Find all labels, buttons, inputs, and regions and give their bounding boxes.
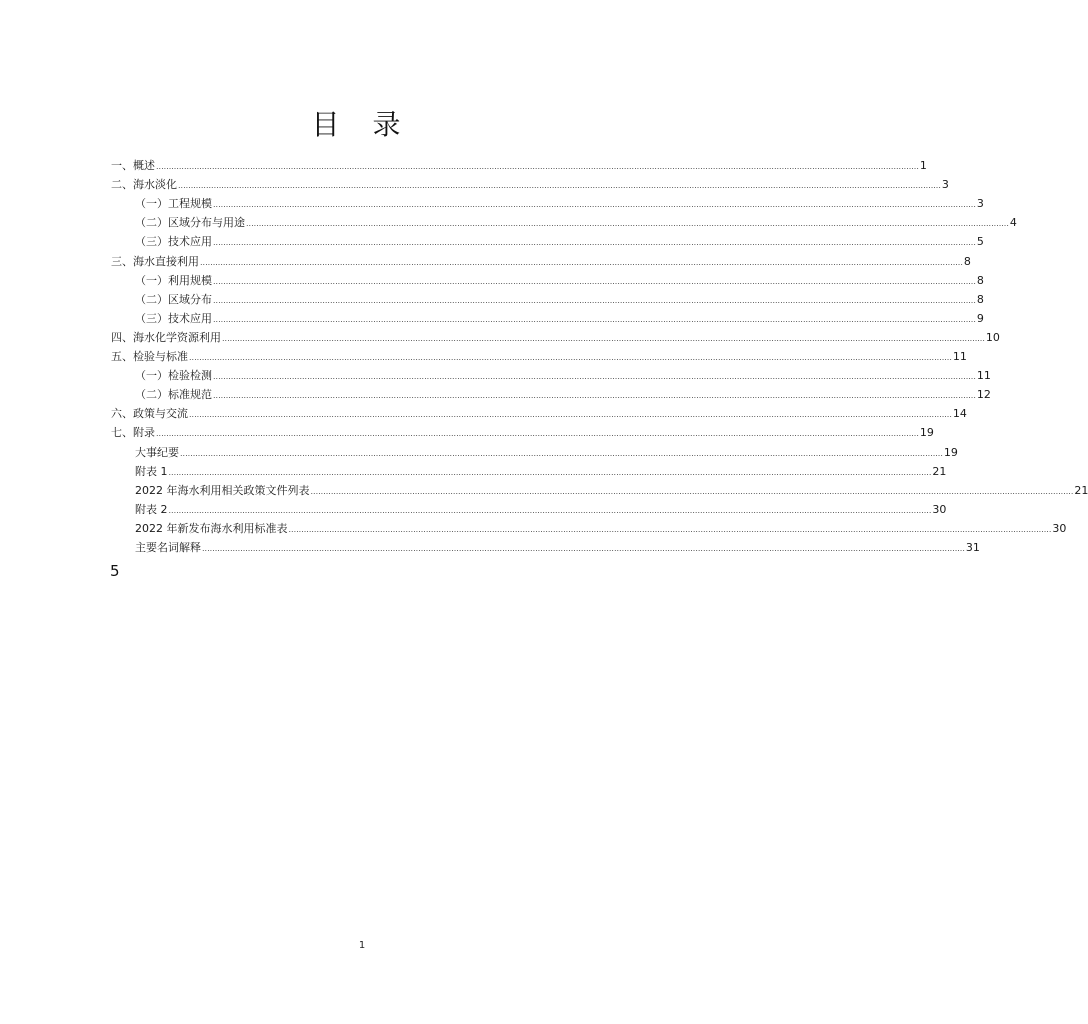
toc-entry-page: 21 <box>1074 483 1088 497</box>
toc-entry[interactable] <box>111 479 1088 498</box>
toc-entry[interactable] <box>111 326 1000 345</box>
toc-entry[interactable] <box>111 421 934 440</box>
stray-number: 5 <box>110 562 120 580</box>
toc-entry[interactable] <box>111 383 991 402</box>
toc-leader-dots: ............................................................................................................................................................................................................................................................................................................ <box>189 410 952 420</box>
toc-entry-label: （三）技术应用 <box>135 235 212 249</box>
toc-entry-page: 11 <box>976 369 991 383</box>
toc-entry-page: 11 <box>952 350 967 364</box>
toc-leader-dots: ............................................................................................................................................................................................................................................................................................................ <box>156 162 919 172</box>
toc-entry-page: 19 <box>943 445 958 459</box>
toc-leader-dots: ............................................................................................................................................................................................................................................................................................................ <box>213 238 976 248</box>
toc-entry[interactable] <box>111 288 984 307</box>
toc-entry-page: 3 <box>976 197 984 211</box>
toc-leader-dots: ............................................................................................................................................................................................................................................................................................................ <box>200 257 963 267</box>
toc-leader-dots: ............................................................................................................................................................................................................................................................................................................ <box>202 543 965 553</box>
toc-entry-label: （一）检验检测 <box>135 369 212 383</box>
toc-entry-page: 30 <box>932 502 947 516</box>
toc-leader-dots: ............................................................................................................................................................................................................................................................................................................ <box>213 314 976 324</box>
toc-entry[interactable] <box>111 402 967 421</box>
toc-entry-label: （三）技术应用 <box>135 311 212 325</box>
toc-entry-label: 五、检验与标准 <box>111 350 188 364</box>
toc-leader-dots: ............................................................................................................................................................................................................................................................................................................ <box>189 353 952 363</box>
toc-entry-page: 8 <box>976 273 984 287</box>
toc-entry[interactable] <box>111 460 947 479</box>
toc-leader-dots: ............................................................................................................................................................................................................................................................................................................ <box>310 486 1074 496</box>
toc-entry[interactable] <box>111 211 1017 230</box>
toc-entry-label: 附表 1 <box>135 464 168 478</box>
toc-entry-page: 10 <box>985 330 1000 344</box>
toc-entry-page: 21 <box>932 464 947 478</box>
page-number: 1 <box>358 940 366 951</box>
toc-entry-label: 三、海水直接利用 <box>111 254 199 268</box>
toc-entry[interactable] <box>111 536 980 555</box>
toc-entry[interactable] <box>111 307 984 326</box>
toc-leader-dots: ............................................................................................................................................................................................................................................................................................................ <box>222 333 985 343</box>
toc-leader-dots: ............................................................................................................................................................................................................................................................................................................ <box>156 429 919 439</box>
toc-entry-page: 19 <box>919 426 934 440</box>
toc-entry[interactable] <box>111 364 991 383</box>
toc-leader-dots: ............................................................................................................................................................................................................................................................................................................ <box>168 467 932 477</box>
toc-entry-label: 2022 年新发布海水利用标准表 <box>135 521 288 535</box>
toc-leader-dots: ............................................................................................................................................................................................................................................................................................................ <box>246 219 1009 229</box>
toc-leader-dots: ............................................................................................................................................................................................................................................................................................................ <box>213 276 976 286</box>
toc-entry-label: 一、概述 <box>111 159 155 173</box>
toc-entry-label: 四、海水化学资源利用 <box>111 330 221 344</box>
toc-entry-label: 二、海水淡化 <box>111 178 177 192</box>
toc-entry[interactable] <box>111 230 984 249</box>
toc-entry-page: 1 <box>919 159 927 173</box>
toc-leader-dots: ............................................................................................................................................................................................................................................................................................................ <box>168 505 932 515</box>
toc-entry-page: 31 <box>965 540 980 554</box>
toc-leader-dots: ............................................................................................................................................................................................................................................................................................................ <box>213 295 976 305</box>
toc-entry-page: 8 <box>963 254 971 268</box>
toc-leader-dots: ............................................................................................................................................................................................................................................................................................................ <box>213 391 976 401</box>
toc-entry-label: 六、政策与交流 <box>111 407 188 421</box>
toc-entry-label: （二）区域分布与用途 <box>135 216 245 230</box>
toc-entry-label: （一）工程规模 <box>135 197 212 211</box>
toc-entry-page: 3 <box>941 178 949 192</box>
toc-entry-label: （二）标准规范 <box>135 388 212 402</box>
toc-entry[interactable] <box>111 154 927 173</box>
toc-entry-page: 5 <box>976 235 984 249</box>
toc-entry-label: 2022 年海水利用相关政策文件列表 <box>135 483 310 497</box>
toc-leader-dots: ............................................................................................................................................................................................................................................................................................................ <box>178 181 941 191</box>
table-of-contents <box>111 154 1088 555</box>
toc-entry[interactable] <box>111 498 947 517</box>
toc-title: 目 录 <box>311 108 413 141</box>
toc-entry-label: （一）利用规模 <box>135 273 212 287</box>
toc-entry-page: 4 <box>1009 216 1017 230</box>
toc-entry-page: 9 <box>976 311 984 325</box>
toc-entry-label: 七、附录 <box>111 426 155 440</box>
toc-entry-label: 主要名词解释 <box>135 540 201 554</box>
toc-entry[interactable] <box>111 249 971 268</box>
toc-entry-page: 14 <box>952 407 967 421</box>
toc-entry[interactable] <box>111 440 958 459</box>
toc-entry-label: 大事纪要 <box>135 445 179 459</box>
toc-entry-label: （二）区域分布 <box>135 292 212 306</box>
toc-entry-label: 附表 2 <box>135 502 168 516</box>
toc-entry[interactable] <box>111 345 967 364</box>
toc-entry-page: 30 <box>1052 521 1067 535</box>
toc-leader-dots: ............................................................................................................................................................................................................................................................................................................ <box>180 448 943 458</box>
toc-leader-dots: ............................................................................................................................................................................................................................................................................................................ <box>213 372 976 382</box>
toc-entry[interactable] <box>111 173 949 192</box>
toc-entry[interactable] <box>111 269 984 288</box>
toc-entry-page: 12 <box>976 388 991 402</box>
toc-entry-page: 8 <box>976 292 984 306</box>
toc-entry[interactable] <box>111 192 984 211</box>
toc-leader-dots: ............................................................................................................................................................................................................................................................................................................ <box>213 200 976 210</box>
toc-leader-dots: ............................................................................................................................................................................................................................................................................................................ <box>288 524 1052 534</box>
toc-entry[interactable] <box>111 517 1067 536</box>
